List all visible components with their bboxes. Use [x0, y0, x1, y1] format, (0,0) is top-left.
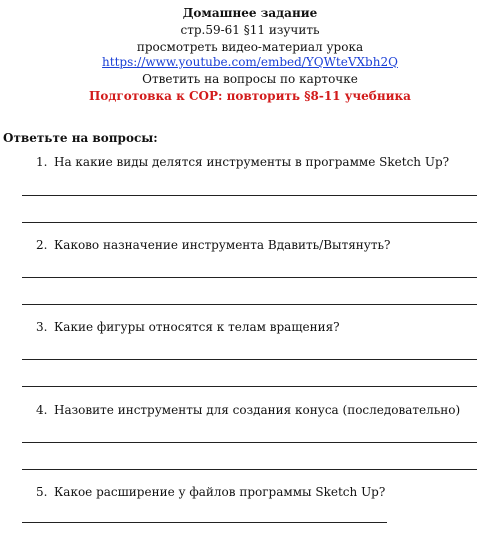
- answer-line[interactable]: [22, 442, 477, 443]
- answer-line[interactable]: [22, 469, 477, 470]
- question-text: Какие фигуры относятся к телам вращения?: [54, 320, 340, 334]
- question-2: [36, 238, 390, 252]
- pages-line: стр.59-61 §11 изучить: [180, 23, 320, 37]
- question-number: 5.: [36, 485, 48, 499]
- section-title: Ответьте на вопросы:: [3, 131, 158, 145]
- question-text: Какое расширение у файлов программы Sketch Up?: [54, 485, 386, 499]
- question-number: 3.: [36, 320, 48, 334]
- question-3: [36, 320, 340, 334]
- video-link-row: [0, 55, 500, 70]
- answer-line[interactable]: [22, 277, 477, 278]
- answer-line[interactable]: [22, 222, 477, 223]
- video-link[interactable]: https://www.youtube.com/embed/YQWteVXbh2Q: [102, 55, 398, 69]
- sor-prep-note: Подготовка к СОР: повторить §8-11 учебника: [89, 89, 411, 103]
- question-number: 2.: [36, 238, 48, 252]
- question-text: Назовите инструменты для создания конуса (последовательно): [54, 403, 461, 417]
- question-text: Каково назначение инструмента Вдавить/Вытянуть?: [54, 238, 391, 252]
- question-number: 1.: [36, 155, 48, 169]
- answer-line[interactable]: [22, 195, 477, 196]
- question-1: [36, 155, 449, 169]
- video-instruction: просмотреть видео-материал урока: [136, 40, 364, 54]
- question-4: [36, 403, 460, 417]
- card-instruction: Ответить на вопросы по карточке: [142, 72, 358, 86]
- answer-line[interactable]: [22, 359, 477, 360]
- question-number: 4.: [36, 403, 48, 417]
- answer-line[interactable]: [22, 304, 477, 305]
- question-5: [36, 485, 385, 499]
- homework-title: Домашнее задание: [182, 6, 318, 20]
- answer-line[interactable]: [22, 522, 387, 523]
- answer-line[interactable]: [22, 386, 477, 387]
- question-text: На какие виды делятся инструменты в программе Sketch Up?: [54, 155, 450, 169]
